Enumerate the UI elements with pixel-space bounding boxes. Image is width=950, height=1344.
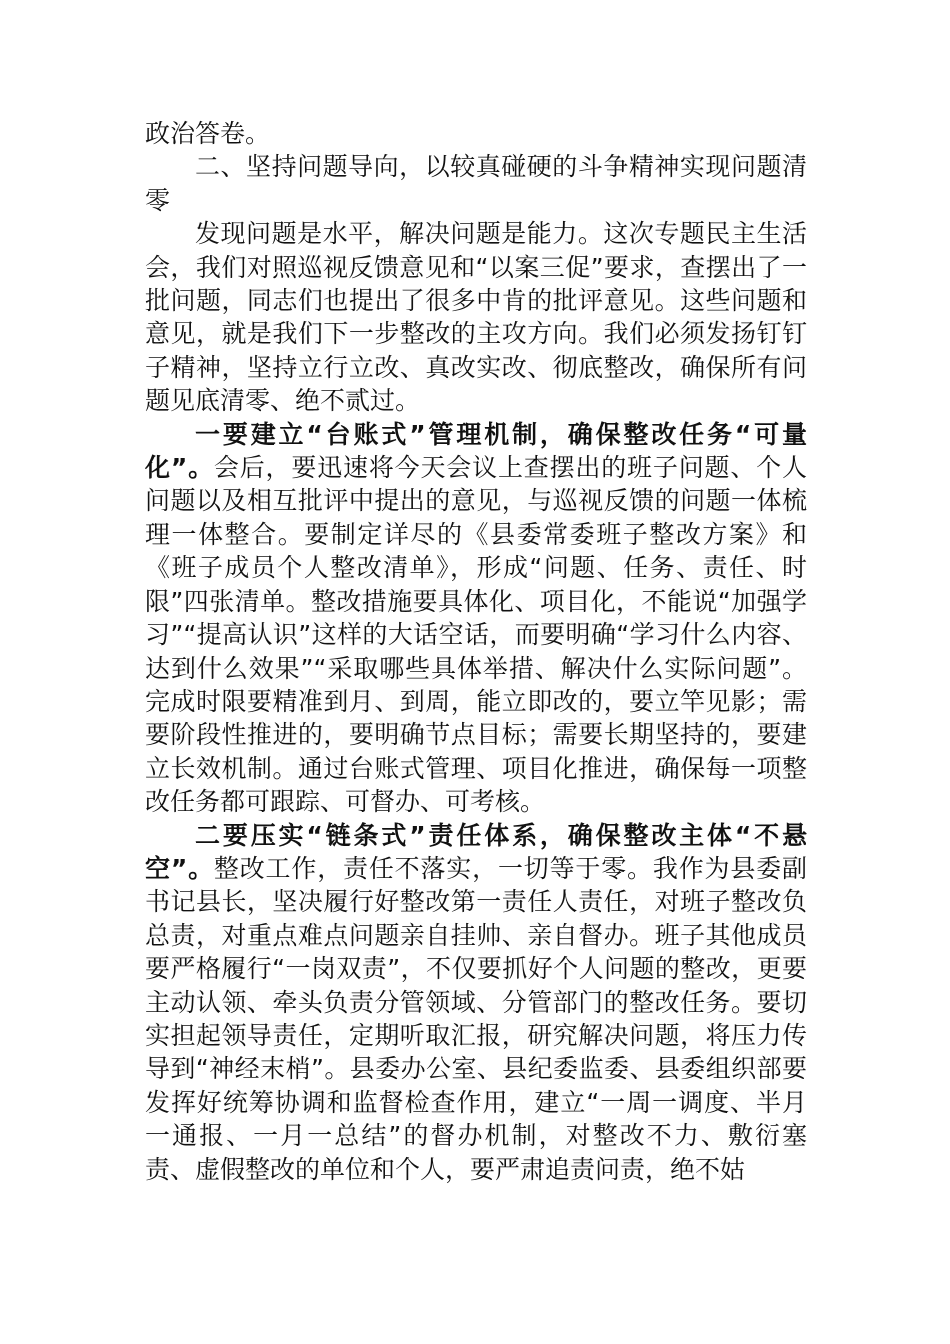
continuation-line: 政治答卷。 [145, 119, 271, 148]
point-body-2: 整改工作，责任不落实，一切等于零。我作为县委副书记县长，坚决履行好整改第一责任人责任，对班子整改负总责，对重点难点问题亲自挂帅、亲自督办。班子其他成员要严格履行“一岗双责”，不仅要抓好个人问题的整改，更要主动认领、牵头负责分管领域、分管部门的整改任务。要切实担起领导责任，定期听取汇报，研究解决问题，将压力传导到“神经末梢”。县委办公室、县纪委监委、县委组织部要发挥好统筹协调和监督检查作用，建立“一周一调度、半月一通报、一月一总结”的督办机制，对整改不力、敷衍塞责、虚假整改的单位和个人，要严肃追责问责，绝不姑 [145, 853, 807, 1184]
point-body-1: 会后，要迅速将今天会议上查摆出的班子问题、个人问题以及相互批评中提出的意见，与巡视反馈的问题一体梳理一体整合。要制定详尽的《县委常委班子整改方案》和《班子成员个人整改清单》，形成“问题、任务、责任、时限”四张清单。整改措施要具体化、项目化，不能说“加强学习”“提高认识”这样的大话空话，而要明确“学习什么内容、达到什么效果”“采取哪些具体举措、解决什么实际问题”。完成时限要精准到月、到周，能立即改的，要立竿见影；需要阶段性推进的，要明确节点目标；需要长期坚持的，要建立长效机制。通过台账式管理、项目化推进，确保每一项整改任务都可跟踪、可督办、可考核。 [145, 453, 807, 817]
point-heading-1: 一要建立“台账式”管理机制，确保整改任务“可量化”。 [145, 419, 807, 483]
point-heading-2: 二要压实“链条式”责任体系，确保整改主体“不悬空”。 [145, 820, 807, 883]
intro-paragraph: 发现问题是水平，解决问题是能力。这次专题民主生活会，我们对照巡视反馈意见和“以案三促”要求，查摆出了一批问题，同志们也提出了很多中肯的批评意见。这些问题和意见，就是我们下一步整改的主攻方向。我们必须发扬钉钉子精神，坚持立行立改、真改实改、彻底整改，确保所有问题见底清零、绝不贰过。 [145, 219, 807, 416]
point-paragraph-2 [145, 819, 807, 1186]
section-heading: 二、坚持问题导向，以较真碰硬的斗争精神实现问题清零 [145, 152, 807, 215]
point-paragraph-1 [145, 418, 807, 819]
document-page [145, 117, 807, 1186]
